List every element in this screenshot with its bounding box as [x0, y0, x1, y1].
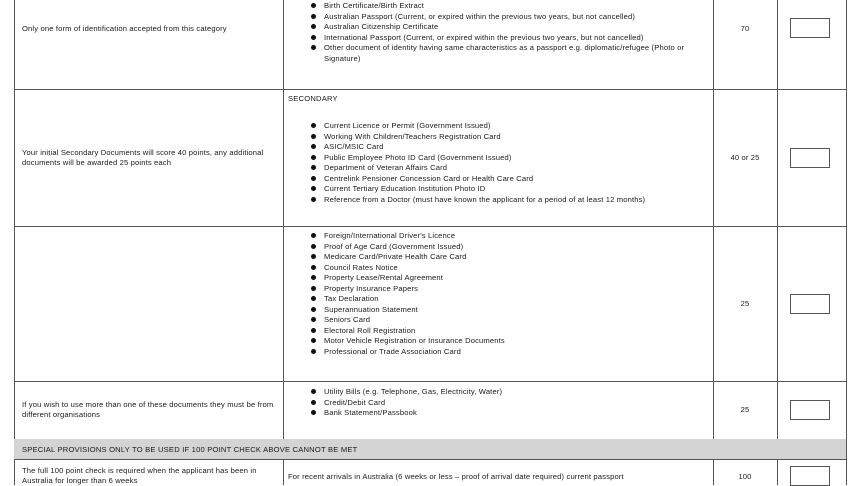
points-value: 25 [740, 405, 750, 414]
column-divider [777, 0, 778, 439]
points-value: 40 or 25 [730, 153, 760, 162]
column-divider [14, 0, 15, 485]
document-list [311, 231, 711, 358]
points-input[interactable] [790, 18, 830, 38]
list-item: Tax Declaration [311, 294, 711, 305]
points-value: 70 [740, 24, 750, 33]
list-item: Seniors Card [311, 315, 711, 326]
list-item: Utility Bills (e.g. Telephone, Gas, Electricity, Water) [311, 387, 711, 398]
row-description: Only one form of identification accepted from this category [22, 24, 227, 33]
list-item: Professional or Trade Association Card [311, 347, 711, 358]
special-provisions-header [14, 439, 846, 459]
list-item: Birth Certificate/Birth Extract [311, 1, 711, 12]
list-item: Current Licence or Permit (Government Issued) [311, 121, 711, 132]
document-list [311, 1, 711, 64]
document-list [311, 387, 711, 419]
list-item: Superannuation Statement [311, 305, 711, 316]
list-item: Bank Statement/Passbook [311, 408, 711, 419]
points-input[interactable] [790, 294, 830, 314]
list-item: Department of Veteran Affairs Card [311, 163, 711, 174]
list-item: Australian Citizenship Certificate [311, 22, 711, 33]
list-item: Council Rates Notice [311, 263, 711, 274]
section-heading: SECONDARY [288, 94, 338, 103]
list-item: Other document of identity having same characteristics as a passport e.g. diplomatic/refugee (Photo or Signature) [311, 43, 711, 64]
list-item: Foreign/International Driver's Licence [311, 231, 711, 242]
row-divider [14, 89, 847, 90]
points-input[interactable] [790, 148, 830, 168]
column-divider [283, 459, 284, 485]
list-item: Medicare Card/Private Health Care Card [311, 252, 711, 263]
list-item: Property Insurance Papers [311, 284, 711, 295]
points-value: 100 [738, 472, 752, 481]
row-divider [14, 226, 847, 227]
row-description: Your initial Secondary Documents will score 40 points, any additional documents will be awarded 25 points each [22, 148, 264, 167]
column-divider [713, 0, 714, 439]
list-item: Working With Children/Teachers Registration Card [311, 132, 711, 143]
points-value: 25 [740, 299, 750, 308]
recent-arrivals-text: For recent arrivals in Australia (6 weeks or less – proof of arrival date required) current passport [288, 472, 624, 481]
points-input[interactable] [790, 466, 830, 486]
list-item: Property Lease/Rental Agreement [311, 273, 711, 284]
list-item: Public Employee Photo ID Card (Government Issued) [311, 153, 711, 164]
list-item: Reference from a Doctor (must have known the applicant for a period of at least 12 months) [311, 195, 711, 206]
row-divider [14, 459, 847, 460]
list-item: ASIC/MSIC Card [311, 142, 711, 153]
list-item: Proof of Age Card (Government Issued) [311, 242, 711, 253]
list-item: Australian Passport (Current, or expired within the previous two years, but not cancelled) [311, 12, 711, 23]
special-provisions-title: SPECIAL PROVISIONS ONLY TO BE USED IF 100 POINT CHECK ABOVE CANNOT BE MET [22, 445, 358, 454]
column-divider [846, 0, 847, 485]
list-item: Motor Vehicle Registration or Insurance Documents [311, 336, 711, 347]
row-divider [14, 381, 847, 382]
points-input[interactable] [790, 400, 830, 420]
column-divider [777, 459, 778, 485]
list-item: International Passport (Current, or expired within the previous two years, but not cancelled) [311, 33, 711, 44]
list-item: Current Tertiary Education Institution Photo ID [311, 184, 711, 195]
list-item: Credit/Debit Card [311, 398, 711, 409]
list-item: Electoral Roll Registration [311, 326, 711, 337]
row-description: The full 100 point check is required when the applicant has been in Australia for longer than 6 weeks [22, 466, 257, 485]
list-item: Centrelink Pensioner Concession Card or Health Care Card [311, 174, 711, 185]
column-divider [283, 0, 284, 439]
row-description: If you wish to use more than one of these documents they must be from different organisations [22, 400, 274, 419]
document-list [311, 121, 711, 205]
